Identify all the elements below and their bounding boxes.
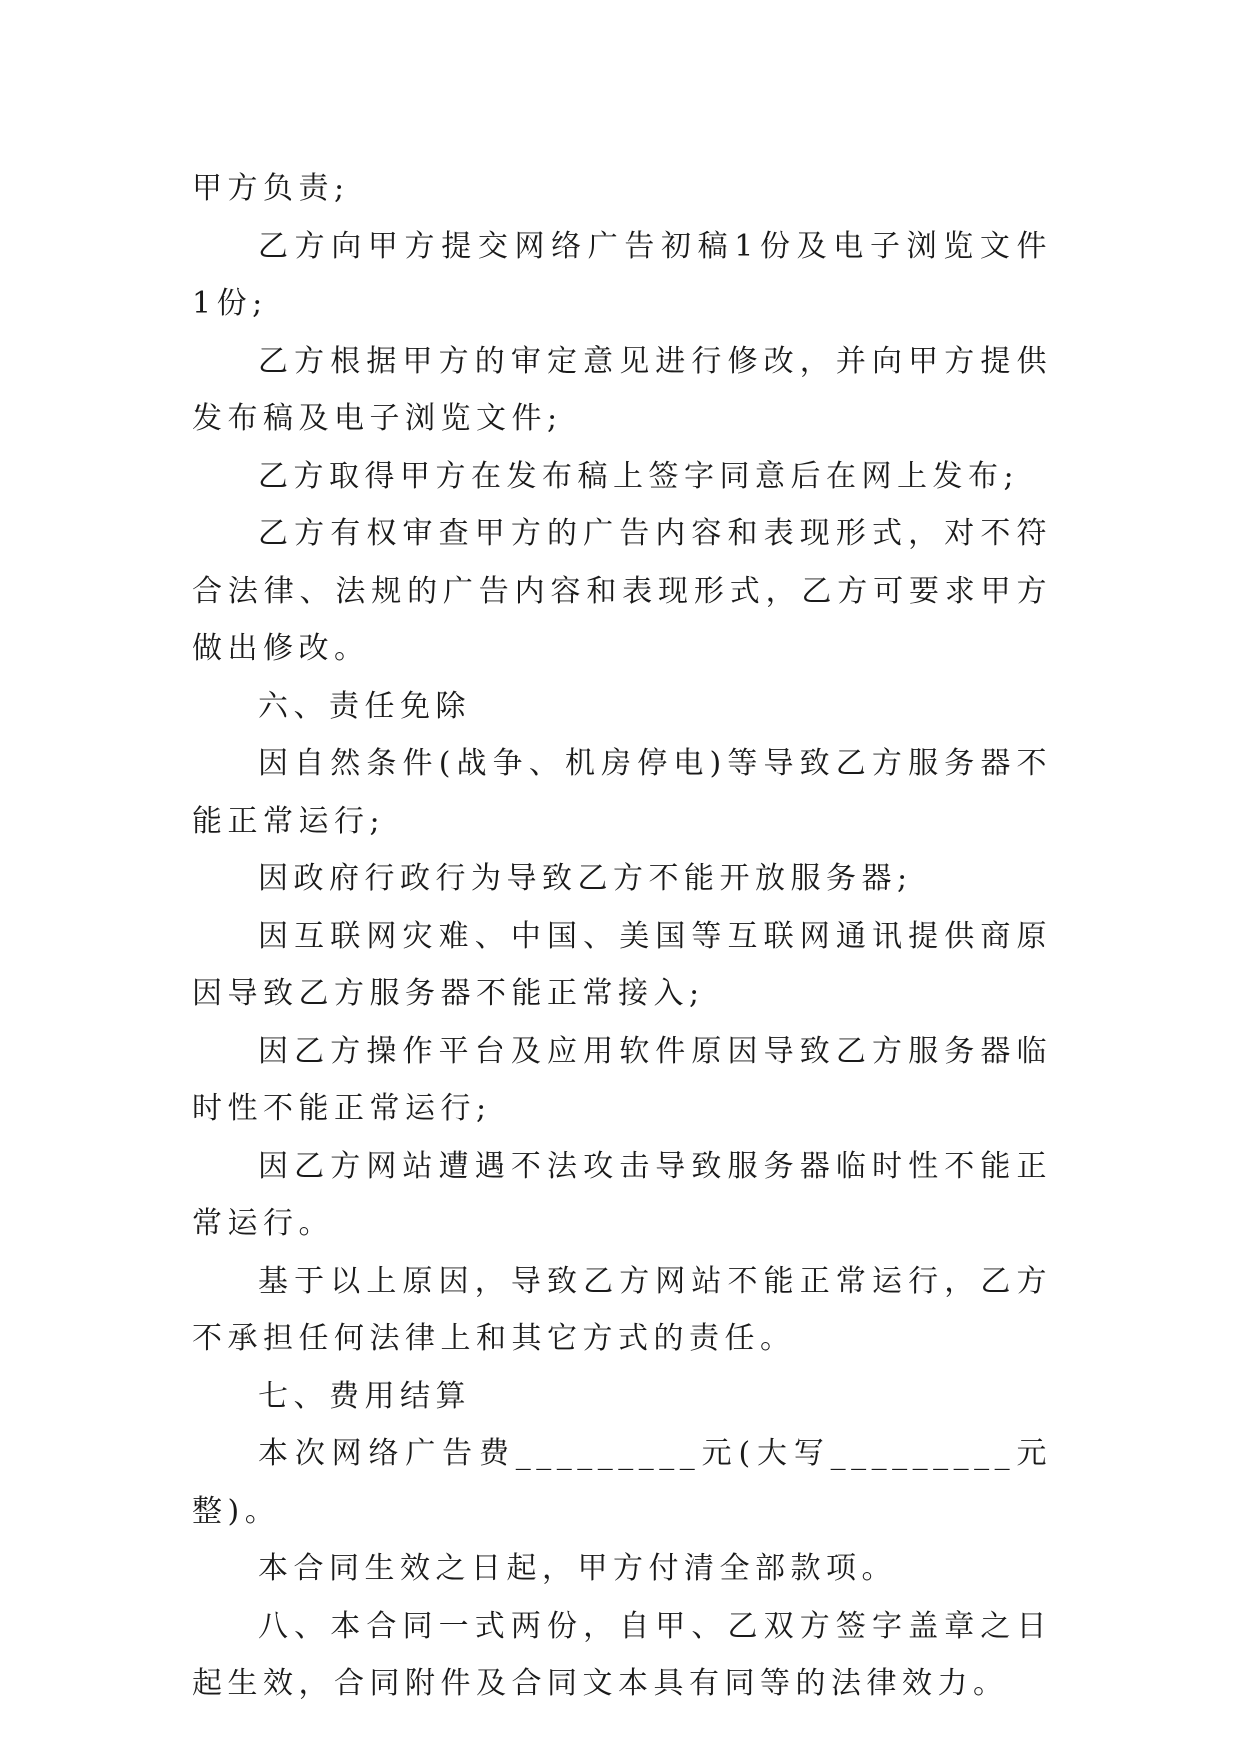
section-heading-6: 六、责任免除 xyxy=(258,688,471,724)
paragraph-2: 乙方向甲方提交网络广告初稿1份及电子浏览文件1份; xyxy=(192,228,1052,321)
paragraph-5: 乙方有权审查甲方的广告内容和表现形式，对不符合法律、法规的广告内容和表现形式，乙方可要求甲方做出修改。 xyxy=(192,516,1052,666)
paragraph-9: 因互联网灾难、中国、美国等互联网通讯提供商原因导致乙方服务器不能正常接入; xyxy=(192,918,1052,1011)
paragraph-4: 乙方取得甲方在发布稿上签字同意后在网上发布; xyxy=(258,458,1020,494)
paragraph-1: 甲方负责; xyxy=(192,171,350,206)
paragraph-8: 因政府行政行为导致乙方不能开放服务器; xyxy=(258,861,913,896)
paragraph-payment: 本合同生效之日起，甲方付清全部款项。 xyxy=(258,1551,897,1586)
paragraph-7: 因自然条件(战争、机房停电)等导致乙方服务器不能正常运行; xyxy=(192,746,1052,839)
paragraph-3: 乙方根据甲方的审定意见进行修改，并向甲方提供发布稿及电子浏览文件; xyxy=(192,343,1052,436)
section-heading-7: 七、费用结算 xyxy=(258,1378,471,1414)
section-heading-8: 八、本合同一式两份，自甲、乙双方签字盖章之日起生效，合同附件及合同文本具有同等的法律效力。 xyxy=(192,1608,1052,1701)
paragraph-12: 基于以上原因，导致乙方网站不能正常运行，乙方不承担任何法律上和其它方式的责任。 xyxy=(192,1263,1052,1356)
paragraph-fee: 本次网络广告费_________元(大写_________元整)。 xyxy=(192,1436,1052,1529)
paragraph-10: 因乙方操作平台及应用软件原因导致乙方服务器临时性不能正常运行; xyxy=(192,1033,1052,1126)
document-body xyxy=(192,160,1052,1713)
paragraph-11: 因乙方网站遭遇不法攻击导致服务器临时性不能正常运行。 xyxy=(192,1148,1052,1241)
